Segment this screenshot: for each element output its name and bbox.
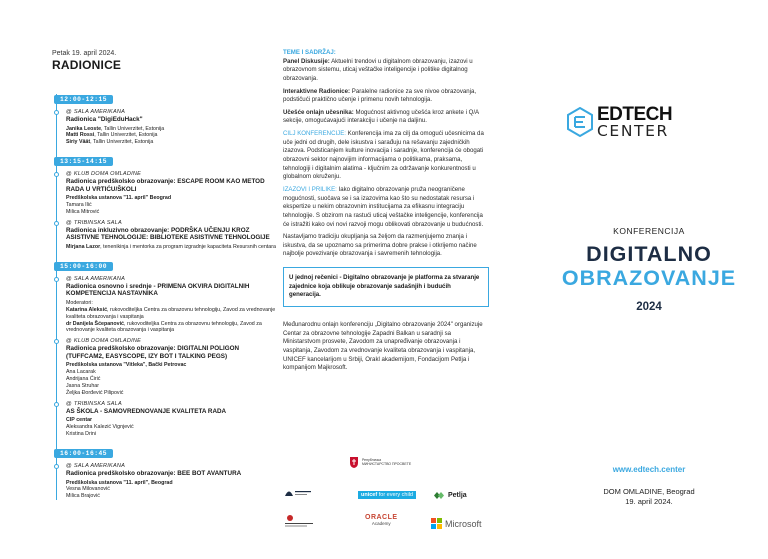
microsoft-squares-icon	[431, 518, 442, 529]
session-location-text: TRIBINSKA SALA	[73, 400, 122, 407]
session-location-text: KLUB DOMA OMLADINE	[73, 338, 142, 345]
session-location	[66, 171, 277, 177]
person-affiliation: Moderatori:	[66, 299, 93, 306]
session-person	[66, 126, 277, 133]
session-person	[66, 417, 277, 424]
panel-text: Aktuelni trendovi u digitalnom obrazovanju, izazovi u obrazovnom sistemu, uticaj veštačke inteligencije i politike digitalnog obrazovanja.	[283, 57, 473, 82]
person-name: Matti Rossi	[66, 132, 95, 139]
petlja-icon	[433, 491, 445, 500]
workshops-title: RADIONICE	[52, 58, 122, 72]
brand-text	[597, 105, 672, 140]
workshop-session	[52, 401, 277, 438]
conference-year: 2024	[636, 301, 662, 313]
session-location-text: SALA AMERIKANA	[73, 462, 126, 469]
session-people	[66, 300, 277, 334]
tradicija-text: Nastavljamo tradiciju okupljanja sa željom da razmenjujemo znanja i iskustva, da se upoznamo sa primerima dobre prakse i otkrijemo načine najbolje povezivanje obrazovanja i savremenih tehnologija.	[283, 233, 477, 258]
unicef-logo-text: unicef for every child	[358, 491, 416, 499]
interactive-label: Interaktivne Radionice:	[283, 87, 351, 95]
person-affiliation: , tenenikinja i mentorka za program izgradnje kapaciteta Resursnih centara	[100, 243, 276, 250]
partner-logos	[283, 456, 493, 546]
person-affiliation: , rukovoditeljka Centra za obrazovnu tehnologiju, Zavod za vrednovanje kvaliteta obrazovanja i vaspitanja	[66, 320, 262, 334]
session-person	[66, 390, 277, 397]
session-people	[66, 244, 277, 251]
session-person	[66, 493, 277, 500]
time-slot-badge: 15:00-16:00	[54, 262, 113, 271]
ministry-logo	[349, 456, 411, 468]
location-at-icon: @	[66, 275, 72, 282]
session-person	[66, 209, 277, 216]
brand-center: CENTER	[597, 122, 669, 140]
person-affiliation: Predškolska ustanova "11. april", Beograd	[66, 479, 173, 486]
person-name: dr Danijela Šćepanović	[66, 320, 124, 327]
session-name: Radionica "DigiEduHack"	[66, 116, 143, 123]
time-slot-badge: 12:00-12:15	[54, 95, 113, 104]
session-name: Radionica predškolsko obrazovanje: ESCAPE ROOM KAO METOD RADA U VRTIĆU/ŠKOLI	[66, 178, 265, 193]
title-digitalno: DIGITALNO	[586, 242, 712, 266]
session-name: Radionica predškolsko obrazovanje: DIGITALNI POLIGON (TUFFCAM2, EASYSCOPE, IZY BOT I TALKING PEGS)	[66, 345, 240, 360]
session-person	[66, 132, 277, 139]
izazovi-label: IZAZOVI I PRILIKE:	[283, 185, 337, 193]
location-at-icon: @	[66, 400, 72, 407]
timeline-dot	[54, 172, 59, 177]
workshops-column	[52, 50, 277, 504]
interactive-section	[283, 88, 489, 105]
time-slot	[52, 442, 277, 460]
person-affiliation: , Tallin Univerzitet, Estonija	[90, 139, 154, 146]
person-affiliation: Ana Lacarak	[66, 369, 96, 376]
workshop-session	[52, 338, 277, 396]
workshop-session	[52, 220, 277, 251]
timeline-dot	[54, 277, 59, 282]
serbia-coat-of-arms-icon	[349, 456, 359, 468]
session-person	[66, 244, 277, 251]
panel-label: Panel Diskusije:	[283, 57, 330, 65]
session-people	[66, 480, 277, 501]
location-at-icon: @	[66, 109, 72, 115]
microsoft-logo-text: Microsoft	[445, 518, 482, 529]
online-text: Mogućnost aktivnog učešća kroz anketе i Q/A sekcije, omogućavajući interakciju i učenje na daljinu.	[283, 108, 479, 125]
session-person	[66, 376, 277, 383]
interactive-text: Paralelne radionice za sve nivoe obrazovanja, podstičući praktično učenje i primenu novih tehnologija.	[283, 87, 477, 104]
session-name: AS ŠKOLA - SAMOVREDNOVANJE KVALITETA RADA	[66, 407, 227, 415]
location-at-icon: @	[66, 171, 72, 178]
teme-section	[283, 49, 489, 84]
venue-place: DOM OMLADINE, Beograd	[603, 487, 695, 496]
timeline-dot	[54, 110, 59, 115]
session-location-text: KLUB DOMA OMLADINE	[73, 171, 142, 178]
person-affiliation: Predškolska ustanova "Vitleka", Bački Petrovac	[66, 362, 187, 369]
person-name: Mirjana Lazor	[66, 243, 101, 250]
brand-edtech: EDTECH	[597, 104, 673, 125]
zuov-logo-icon	[283, 486, 313, 498]
session-name: Radionica predškolsko obrazovanje: BEE BOT AVANTURA	[66, 469, 242, 477]
workshop-session	[52, 171, 277, 216]
izazovi-text: Iako digitalno obrazovanje pruža neograničene mogućnosti, suočava se i sa izazovima kao što su nedostatak resursa i ekspertize u nekim obrazovnim institucijama za efikasnu integraciju tehnologije. S obzirom na rastući uticaj veštačke inteligencije, konferencija će istražiti kako ovi novi razvoji mogu oblikovati obrazovanje u budućnosti.	[283, 185, 484, 228]
petlja-logo	[433, 491, 467, 500]
session-location	[66, 109, 277, 115]
session-location	[66, 401, 277, 407]
person-affiliation: Milica Brajović	[66, 493, 100, 500]
session-person	[66, 486, 277, 493]
session-location	[66, 220, 277, 226]
time-slot	[52, 88, 277, 106]
workshop-session	[52, 109, 277, 146]
title-obrazovanje: OBRAZOVANJE	[561, 266, 737, 290]
person-affiliation: Tamara Ilić	[66, 202, 92, 209]
session-person	[66, 431, 277, 438]
ministry-logo-text: Републичка МИНИСТАРСТВО ПРОСВЕТЕ	[362, 457, 412, 466]
microsoft-logo	[431, 518, 482, 529]
izazovi-section	[283, 186, 489, 229]
cilj-label: CILJ KONFERENCIJE:	[283, 130, 346, 138]
session-location	[66, 276, 277, 282]
oracle-logo	[365, 514, 398, 526]
person-affiliation: , Tallin Univerzitet, Estonija	[94, 132, 158, 139]
petlja-logo-text: Petlja	[448, 492, 467, 499]
session-person	[66, 307, 277, 321]
session-person	[66, 383, 277, 390]
person-affiliation: , Tallin Univerzitet, Estonija	[101, 125, 165, 132]
session-person	[66, 300, 277, 307]
person-affiliation: Vesna Milovanović	[66, 486, 110, 493]
teme-header: TEME I SADRŽAJ:	[283, 49, 336, 56]
workshops-timeline	[52, 88, 277, 500]
timeline-dot	[54, 464, 59, 469]
person-name: Katarina Aleksić	[66, 306, 108, 313]
person-affiliation: Željka Đorđević Pilipović	[66, 389, 124, 396]
time-slot	[52, 255, 277, 273]
website-link[interactable]: www.edtech.center	[612, 465, 686, 474]
session-location-text: TRIBINSKA SALA	[73, 219, 122, 226]
location-at-icon: @	[66, 338, 72, 345]
online-label: Učešće onlajn učesnika:	[283, 108, 354, 116]
session-person	[66, 480, 277, 487]
oracle-logo-text: ORACLE	[365, 514, 398, 521]
person-name: Janika Leoste	[66, 125, 102, 132]
session-location	[66, 338, 277, 344]
session-person	[66, 195, 277, 202]
location-at-icon: @	[66, 462, 72, 469]
person-affiliation: CIP centar	[66, 417, 93, 424]
time-slot-badge: 16:00-16:45	[54, 449, 113, 458]
person-affiliation: Milica Mitrović	[66, 209, 100, 216]
location-at-icon: @	[66, 219, 72, 226]
time-slot	[52, 150, 277, 168]
session-location-text: SALA AMERIKANA	[73, 275, 126, 282]
person-affiliation: Aleksandra Kalezić Vignjević	[66, 424, 134, 431]
timeline-dot	[54, 402, 59, 407]
edtech-hexagon-icon	[567, 107, 593, 137]
info-column	[283, 49, 489, 377]
timeline-dot	[54, 339, 59, 344]
session-people	[66, 195, 277, 216]
oracle-academy-text: Academy	[371, 521, 391, 526]
person-affiliation: Jasna Struhar	[66, 383, 99, 390]
person-affiliation: Kristina Drini	[66, 431, 97, 438]
konferencija-label: KONFERENCIJA	[613, 226, 685, 236]
unicef-logo	[358, 491, 416, 499]
session-person	[66, 202, 277, 209]
cover-column	[530, 0, 768, 559]
workshop-session	[52, 463, 277, 500]
session-location-text: SALA AMERIKANA	[73, 109, 126, 115]
venue-date: 19. april 2024.	[625, 497, 673, 507]
person-affiliation: Andrijana Ćirić	[66, 376, 101, 383]
session-people	[66, 362, 277, 396]
zuov-second-logo	[283, 514, 319, 528]
cilj-text: Konferencija ima za cilj da omogući učesnicima da uče jedni od drugih, dele iskustva i sarađuju na rešavanju zajedničkih izazova. Podsticanjem kulture inovacija i saradnje, konferencija će obogati obrazovni sektor najnovijim informacijama o politikama, praksama, tehnologiji i digitalnim alatima - ključnim za održavanje konkurentnosti u globalnom okruženju.	[283, 130, 484, 181]
zuov-logo	[283, 486, 313, 498]
session-name: Radionica osnovno i srednje - PRIMENA OKVIRA DIGITALNIH KOMPETENCIJA NASTAVNIKA	[66, 282, 250, 298]
session-person	[66, 362, 277, 369]
person-affiliation: Predškolska ustanova "11. april" Beograd	[66, 195, 172, 202]
session-people	[66, 126, 277, 147]
session-people	[66, 417, 277, 438]
timeline-dot	[54, 221, 59, 226]
session-person	[66, 139, 277, 146]
online-section	[283, 109, 489, 126]
person-affiliation: , rukovoditeljka Centra za obrazovnu tehnologiju, Zavod za vrednovanje kvaliteta obrazovanja i vaspitanja	[66, 306, 276, 320]
edtech-center-logo	[567, 105, 672, 140]
organizers-text: Međunarodnu onlajn konferenciju „Digitalno obrazovanje 2024" organizuje Centar za obrazovne tehnologije Zapadni Balkan u saradnji sa Ministarstvom prosvete, Zavodom za unapređivanje obrazovanja i vaspitanja, Zavodom za vrednovanje kvaliteta obrazovanja i vaspitanja, UNICEF kancelarijom u Srbiji, Orakl akademijom, Fondacijom Petlja i kompanijom Majkrosoft.	[283, 321, 483, 372]
venue-info	[530, 487, 768, 507]
summary-callout: U jednoj rečenici - Digitalno obrazovanje je platforma za stvaranje zajednice koja oblikuje obrazovanje sadašnjih i budućih generacija.	[283, 267, 489, 307]
session-person	[66, 321, 277, 335]
workshop-session	[52, 276, 277, 334]
workshops-date: Petak 19. april 2024.	[52, 50, 117, 57]
session-person	[66, 424, 277, 431]
institute-logo-icon	[283, 514, 319, 528]
session-location	[66, 463, 277, 469]
time-slot-badge: 13:15-14:15	[54, 157, 113, 166]
person-name: Siriy Väät	[66, 139, 91, 146]
cilj-section	[283, 130, 489, 182]
session-name: Radionica inkluzivno obrazovanje: PODRŠKA UČENJU KROZ ASISTIVNE TEHNOLOGIJE: BIBLIOTEKE ASISTIVNE TEHNOLOGIJE	[66, 226, 270, 242]
